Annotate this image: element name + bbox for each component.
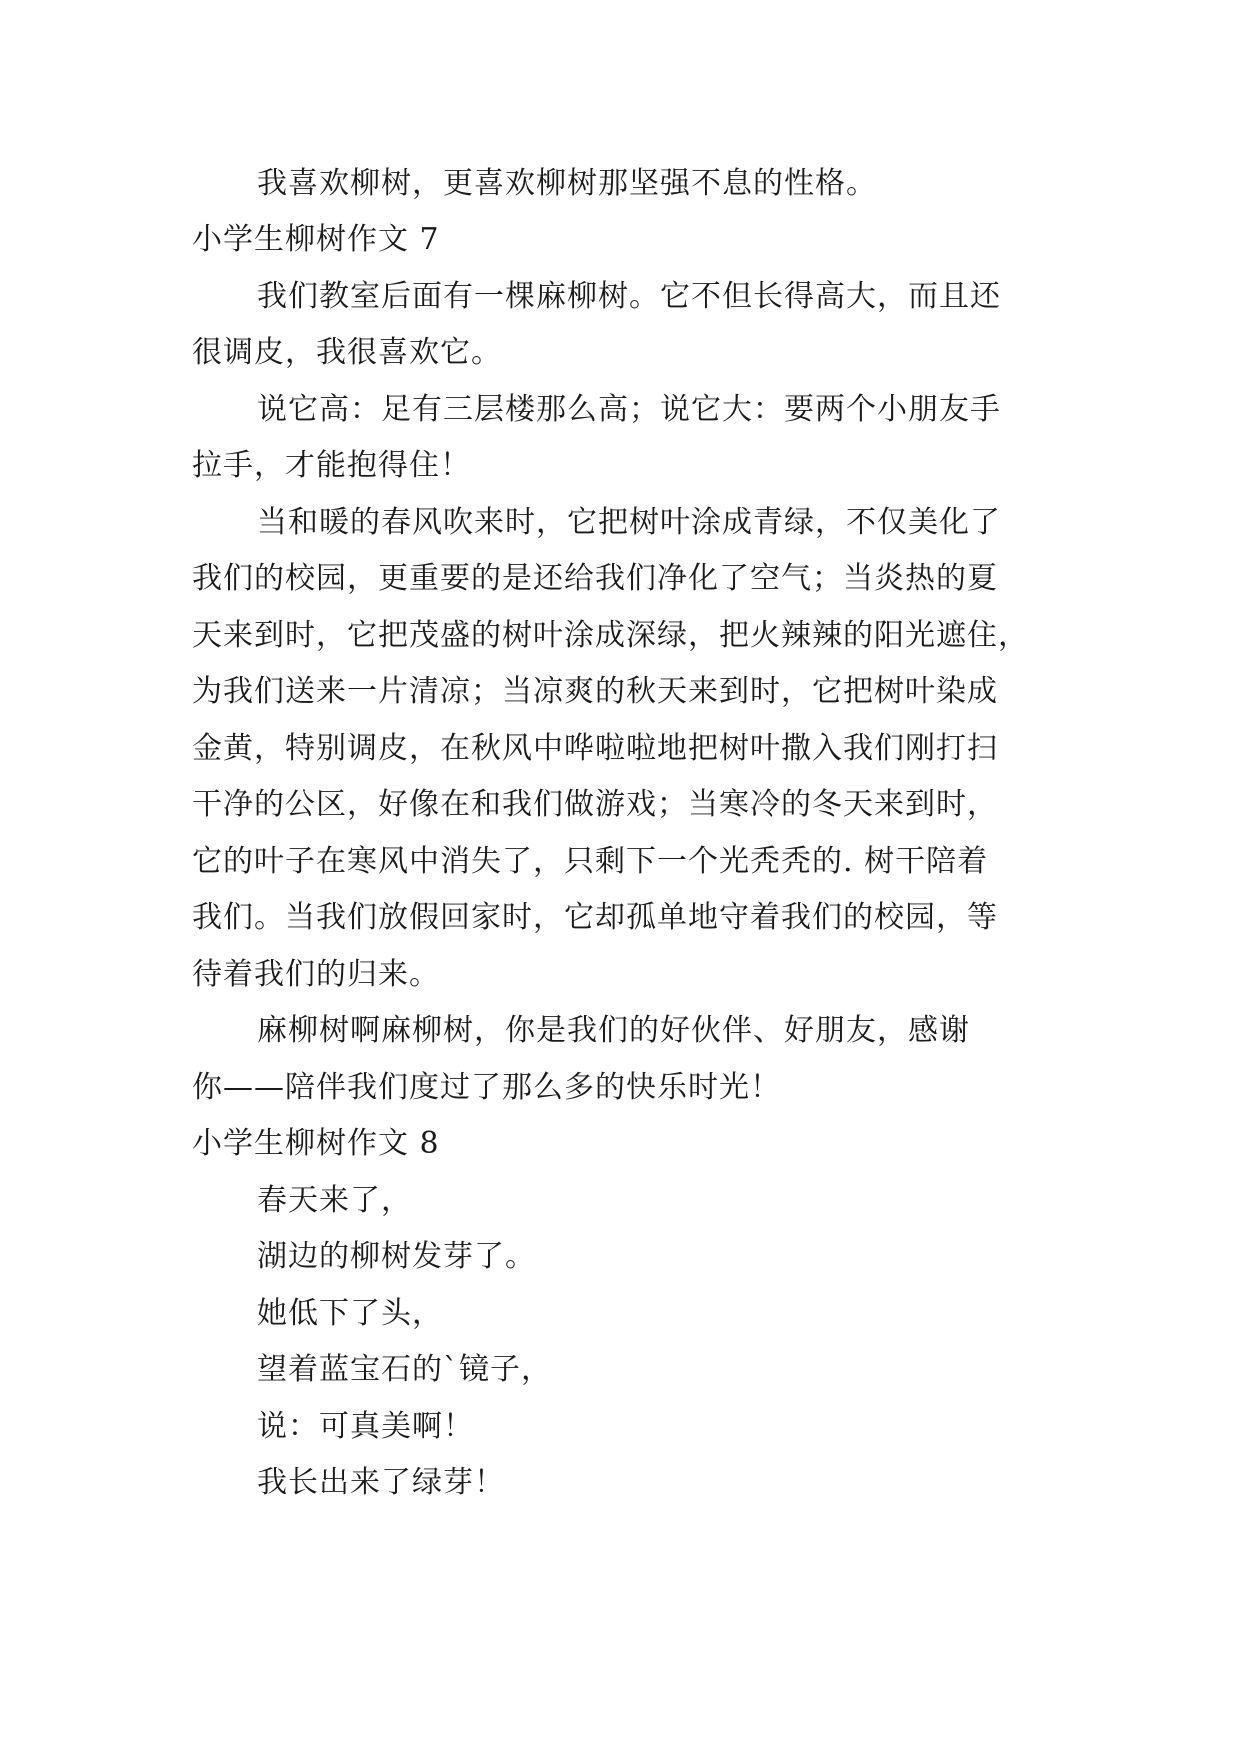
- poem-line: 湖边的柳树发芽了。: [257, 1239, 536, 1274]
- paragraph-line: 拉手，才能抱得住！: [192, 448, 471, 483]
- paragraph-line: 为我们送来一片清凉；当凉爽的秋天来到时，它把树叶染成: [192, 674, 998, 709]
- paragraph-line: 金黄，特别调皮，在秋风中哗啦啦地把树叶撒入我们刚打扫: [192, 731, 998, 766]
- poem-line: 我长出来了绿芽！: [257, 1465, 505, 1500]
- paragraph-line: 我喜欢柳树，更喜欢柳树那坚强不息的性格。: [257, 166, 877, 201]
- paragraph-line: 我们。当我们放假回家时，它却孤单地守着我们的校园，等: [192, 900, 998, 935]
- paragraph-line: 你——陪伴我们度过了那么多的快乐时光！: [192, 1070, 781, 1105]
- poem-line: 望着蓝宝石的`镜子，: [257, 1352, 552, 1387]
- paragraph-line: 干净的公区，好像在和我们做游戏；当寒冷的冬天来到时，: [192, 787, 998, 822]
- paragraph-line: 说它高：足有三层楼那么高；说它大：要两个小朋友手: [257, 392, 1001, 427]
- paragraph-line: 天来到时，它把茂盛的树叶涂成深绿，把火辣辣的阳光遮住，: [192, 618, 1029, 653]
- section-heading: 小学生柳树作文 8: [192, 1126, 440, 1161]
- poem-line: 春天来了，: [257, 1183, 412, 1218]
- poem-line: 她低下了头，: [257, 1296, 443, 1331]
- paragraph-line: 麻柳树啊麻柳树，你是我们的好伙伴、好朋友，感谢: [257, 1013, 970, 1048]
- section-heading: 小学生柳树作文 7: [192, 222, 440, 257]
- paragraph-line: 它的叶子在寒风中消失了，只剩下一个光秃秃的. 树干陪着: [192, 844, 989, 879]
- paragraph-line: 当和暖的春风吹来时，它把树叶涂成青绿，不仅美化了: [257, 505, 1001, 540]
- paragraph-line: 很调皮，我很喜欢它。: [192, 335, 502, 370]
- paragraph-line: 我们教室后面有一棵麻柳树。它不但长得高大，而且还: [257, 279, 1001, 314]
- paragraph-line: 我们的校园，更重要的是还给我们净化了空气；当炎热的夏: [192, 561, 998, 596]
- poem-line: 说：可真美啊！: [257, 1409, 474, 1444]
- paragraph-line: 待着我们的归来。: [192, 957, 440, 992]
